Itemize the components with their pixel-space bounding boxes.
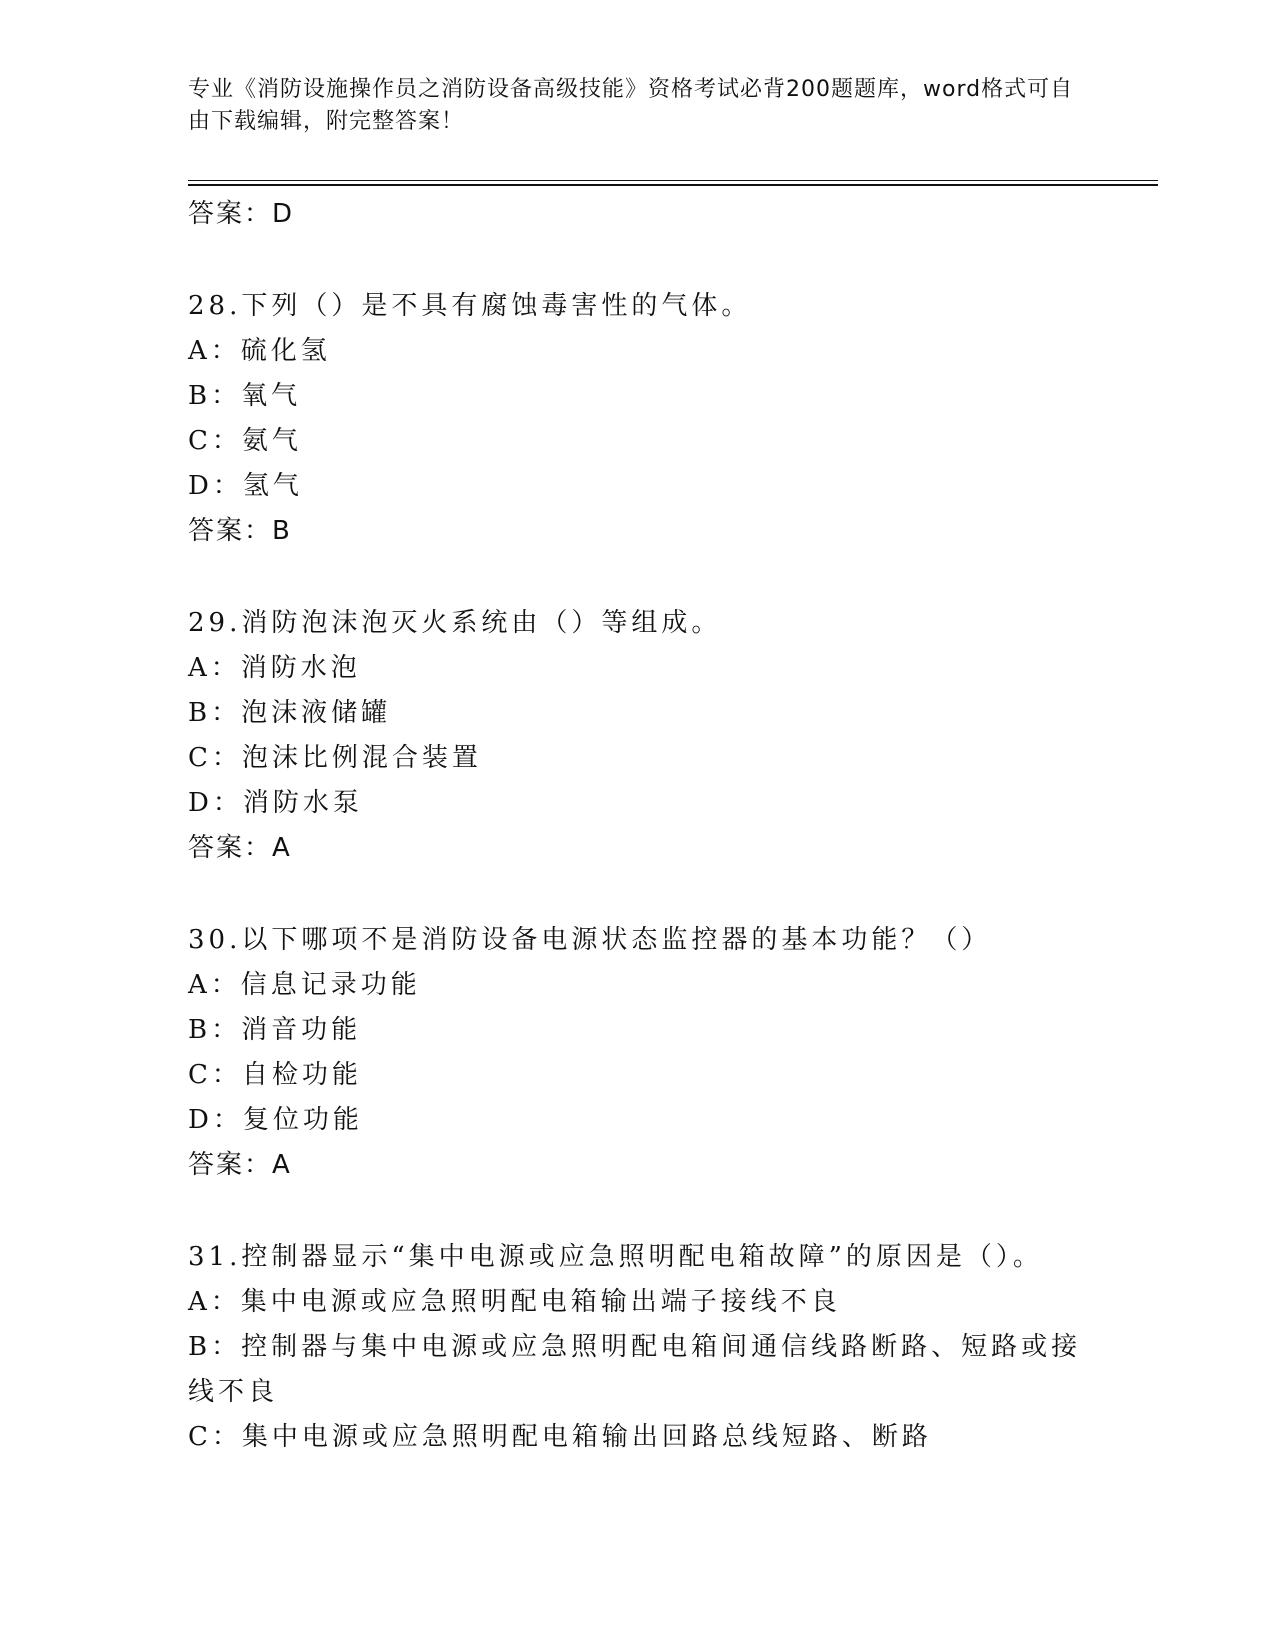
question-list bbox=[188, 192, 1088, 1460]
question-stem: 29.消防泡沫泡灭火系统由（）等组成。 bbox=[188, 608, 722, 638]
question-stem: 28.下列（）是不具有腐蚀毒害性的气体。 bbox=[188, 291, 752, 321]
answer-line: 答案：A bbox=[188, 1150, 292, 1180]
option-a: A：硫化氢 bbox=[188, 336, 331, 366]
option-d: D：复位功能 bbox=[188, 1105, 363, 1135]
question-stem: 30.以下哪项不是消防设备电源状态监控器的基本功能？（） bbox=[188, 925, 992, 955]
option-b: B：控制器与集中电源或应急照明配电箱间通信线路断路、短路或接线不良 bbox=[188, 1332, 1082, 1407]
option-d: D：消防水泵 bbox=[188, 788, 363, 818]
option-c: C：泡沫比例混合装置 bbox=[188, 743, 482, 773]
option-a: A：集中电源或应急照明配电箱输出端子接线不良 bbox=[188, 1287, 841, 1317]
option-b: B：消音功能 bbox=[188, 1015, 362, 1045]
option-b: B：泡沫液储罐 bbox=[188, 698, 392, 728]
question-30 bbox=[188, 918, 1088, 1188]
question-31 bbox=[188, 1235, 1088, 1460]
option-a: A：信息记录功能 bbox=[188, 970, 421, 1000]
question-28 bbox=[188, 284, 1088, 554]
option-c: C：集中电源或应急照明配电箱输出回路总线短路、断路 bbox=[188, 1422, 932, 1452]
header-divider-thick bbox=[188, 184, 1158, 186]
option-c: C：自检功能 bbox=[188, 1060, 362, 1090]
question-29 bbox=[188, 601, 1088, 871]
option-c: C：氨气 bbox=[188, 426, 302, 456]
option-d: D：氢气 bbox=[188, 471, 303, 501]
answer-line: 答案：B bbox=[188, 516, 292, 546]
header-divider-thin bbox=[188, 180, 1158, 181]
answer-line: 答案：D bbox=[188, 199, 295, 229]
answer-line: 答案：A bbox=[188, 833, 292, 863]
option-b: B：氧气 bbox=[188, 381, 302, 411]
option-a: A：消防水泡 bbox=[188, 653, 361, 683]
header-intro: 专业《消防设施操作员之消防设备高级技能》资格考试必背200题题库，word格式可自由下载编辑，附完整答案！ bbox=[188, 77, 1074, 134]
question-stem: 31.控制器显示“集中电源或应急照明配电箱故障”的原因是（）。 bbox=[188, 1242, 1043, 1272]
